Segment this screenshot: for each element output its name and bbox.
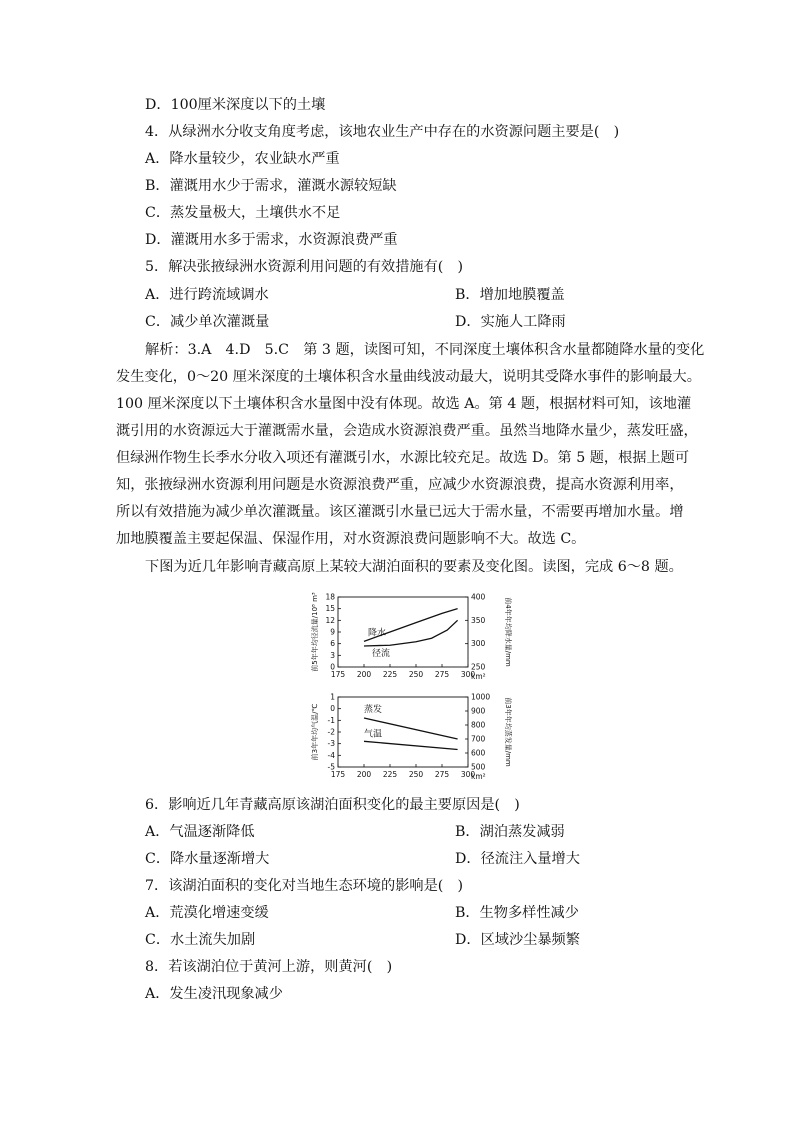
bottom-chart-panel — [310, 693, 513, 782]
analysis-line: 但绿洲作物生长季水分收入项还有灌溉引水，水源比较充足。故选 D。第 5 题，根据上题可 — [116, 450, 690, 466]
left-tick-label: 9 — [330, 627, 335, 637]
figure-intro: 下图为近几年影响青藏高原上某较大湖泊面积的要素及变化图。读图，完成 6～8 题。 — [145, 559, 683, 575]
left-tick-label: -4 — [327, 750, 335, 760]
q6-option-a: A．气温逐渐降低 — [145, 824, 255, 840]
analysis-line: 知，张掖绿洲水资源利用问题是水资源浪费严重，应减少水资源浪费，提高水资源利用率， — [116, 477, 684, 493]
bottom-plot-frame — [338, 697, 468, 767]
q7-option-a: A．荒漠化增速变缓 — [145, 905, 269, 921]
top-plot-frame — [338, 597, 468, 667]
bottom-left-axis-label: 前3年年均气温/℃ — [311, 703, 319, 761]
x-tick-label: 200 — [356, 670, 372, 679]
right-tick-label: 400 — [471, 592, 486, 602]
right-tick-label: 1000 — [471, 692, 491, 702]
left-tick-label: -1 — [327, 715, 335, 725]
q7-option-d: D．区域沙尘暴频繁 — [455, 932, 580, 948]
q4-stem: 4．从绿洲水分收支角度考虑，该地农业生产中存在的水资源问题主要是( ) — [145, 124, 620, 140]
top-right-axis-label: 前4年年均降水量/mm — [504, 597, 512, 667]
left-tick-label: 15 — [325, 604, 335, 614]
left-tick-label: 0 — [330, 662, 335, 672]
q5-option-c: C．减少单次灌溉量 — [145, 314, 270, 330]
bottom-right-axis-label: 前3年年均蒸发量/mm — [504, 697, 512, 767]
series-label: 蒸发 — [364, 705, 383, 715]
q6-option-d: D．径流注入量增大 — [455, 851, 580, 867]
x-tick-label: 250 — [408, 770, 424, 779]
q4-option-b: B．灌溉用水少于需求，灌溉水源较短缺 — [145, 178, 397, 194]
q4-option-c: C．蒸发量极大，土壤供水不足 — [145, 205, 341, 221]
series-label: 径流 — [372, 649, 391, 659]
q4-option-d: D．灌溉用水多于需求，水资源浪费严重 — [145, 232, 398, 248]
q5-option-a: A．进行跨流域调水 — [145, 287, 269, 303]
x-tick-label: 250 — [408, 670, 424, 679]
q7-option-b: B．生物多样性减少 — [455, 905, 579, 921]
series-label: 气温 — [364, 729, 383, 740]
right-tick-label: 600 — [471, 748, 486, 758]
bottom-x-unit: km² — [471, 772, 486, 781]
left-tick-label: -2 — [327, 727, 335, 737]
right-tick-label: 500 — [471, 762, 486, 772]
q5-option-b: B．增加地膜覆盖 — [455, 287, 565, 303]
left-tick-label: 12 — [325, 615, 335, 625]
top-left-axis-label: 前5年年均径流量/10⁸ m³ — [311, 592, 319, 672]
analysis-line: 解析：3.A 4.D 5.C 第 3 题，读图可知，不同深度土壤体积含水量都随降水量的变化 — [145, 342, 705, 358]
left-tick-label: 1 — [330, 692, 335, 702]
left-tick-label: 18 — [325, 592, 335, 602]
left-tick-label: 6 — [330, 639, 335, 649]
top-chart-panel — [310, 592, 513, 681]
x-tick-label: 225 — [382, 770, 398, 779]
q3-option-d: D．100厘米深度以下的土壤 — [145, 97, 326, 113]
left-tick-label: 0 — [330, 704, 335, 714]
right-tick-label: 900 — [471, 706, 486, 716]
x-tick-label: 200 — [356, 770, 372, 779]
q7-option-c: C．水土流失加剧 — [145, 932, 256, 948]
q8-stem: 8．若该湖泊位于黄河上游，则黄河( ) — [145, 959, 393, 975]
right-tick-label: 700 — [471, 734, 486, 744]
right-tick-label: 300 — [471, 639, 486, 649]
x-tick-label: 300 — [460, 770, 476, 779]
q6-stem: 6．影响近几年青藏高原该湖泊面积变化的最主要原因是( ) — [145, 797, 520, 813]
lake-factors-figure — [310, 590, 520, 785]
series-line-气温 — [364, 741, 458, 749]
q5-stem: 5．解决张掖绿洲水资源利用问题的有效措施有( ) — [145, 259, 464, 275]
right-tick-label: 800 — [471, 720, 486, 730]
analysis-line: 加地膜覆盖主要起保温、保湿作用，对水资源浪费问题影响不大。故选 C。 — [116, 531, 586, 547]
q8-option-a: A．发生凌汛现象减少 — [145, 986, 283, 1002]
q6-option-b: B．湖泊蒸发减弱 — [455, 824, 565, 840]
top-x-unit: km² — [471, 672, 486, 681]
left-tick-label: -5 — [327, 762, 335, 772]
q4-option-a: A．降水量较少，农业缺水严重 — [145, 151, 340, 167]
right-tick-label: 250 — [471, 662, 486, 672]
analysis-line: 发生变化，0～20 厘米深度的土壤体积含水量曲线波动最大，说明其受降水事件的影响最大。 — [116, 369, 701, 385]
analysis-line: 溉引用的水资源远大于灌溉需水量，会造成水资源浪费严重。虽然当地降水量少，蒸发旺盛， — [116, 423, 698, 439]
q5-option-d: D．实施人工降雨 — [455, 314, 566, 330]
left-tick-label: 3 — [330, 650, 335, 660]
series-label: 降水 — [368, 628, 387, 639]
analysis-line: 所以有效措施为减少单次灌溉量。该区灌溉引水量已远大于需水量，不需要再增加水量。增 — [116, 504, 684, 520]
x-tick-label: 275 — [434, 770, 450, 779]
right-tick-label: 350 — [471, 615, 486, 625]
x-tick-label: 275 — [434, 670, 450, 679]
x-tick-label: 300 — [460, 670, 476, 679]
q7-stem: 7．该湖泊面积的变化对当地生态环境的影响是( ) — [145, 878, 464, 894]
analysis-line: 100 厘米深度以下土壤体积含水量图中没有体现。故选 A。第 4 题，根据材料可知，该地灌 — [116, 396, 692, 412]
q6-option-c: C．降水量逐渐增大 — [145, 851, 270, 867]
x-tick-label: 175 — [330, 670, 346, 679]
x-tick-label: 175 — [330, 770, 346, 779]
left-tick-label: -3 — [327, 739, 335, 749]
x-tick-label: 225 — [382, 670, 398, 679]
